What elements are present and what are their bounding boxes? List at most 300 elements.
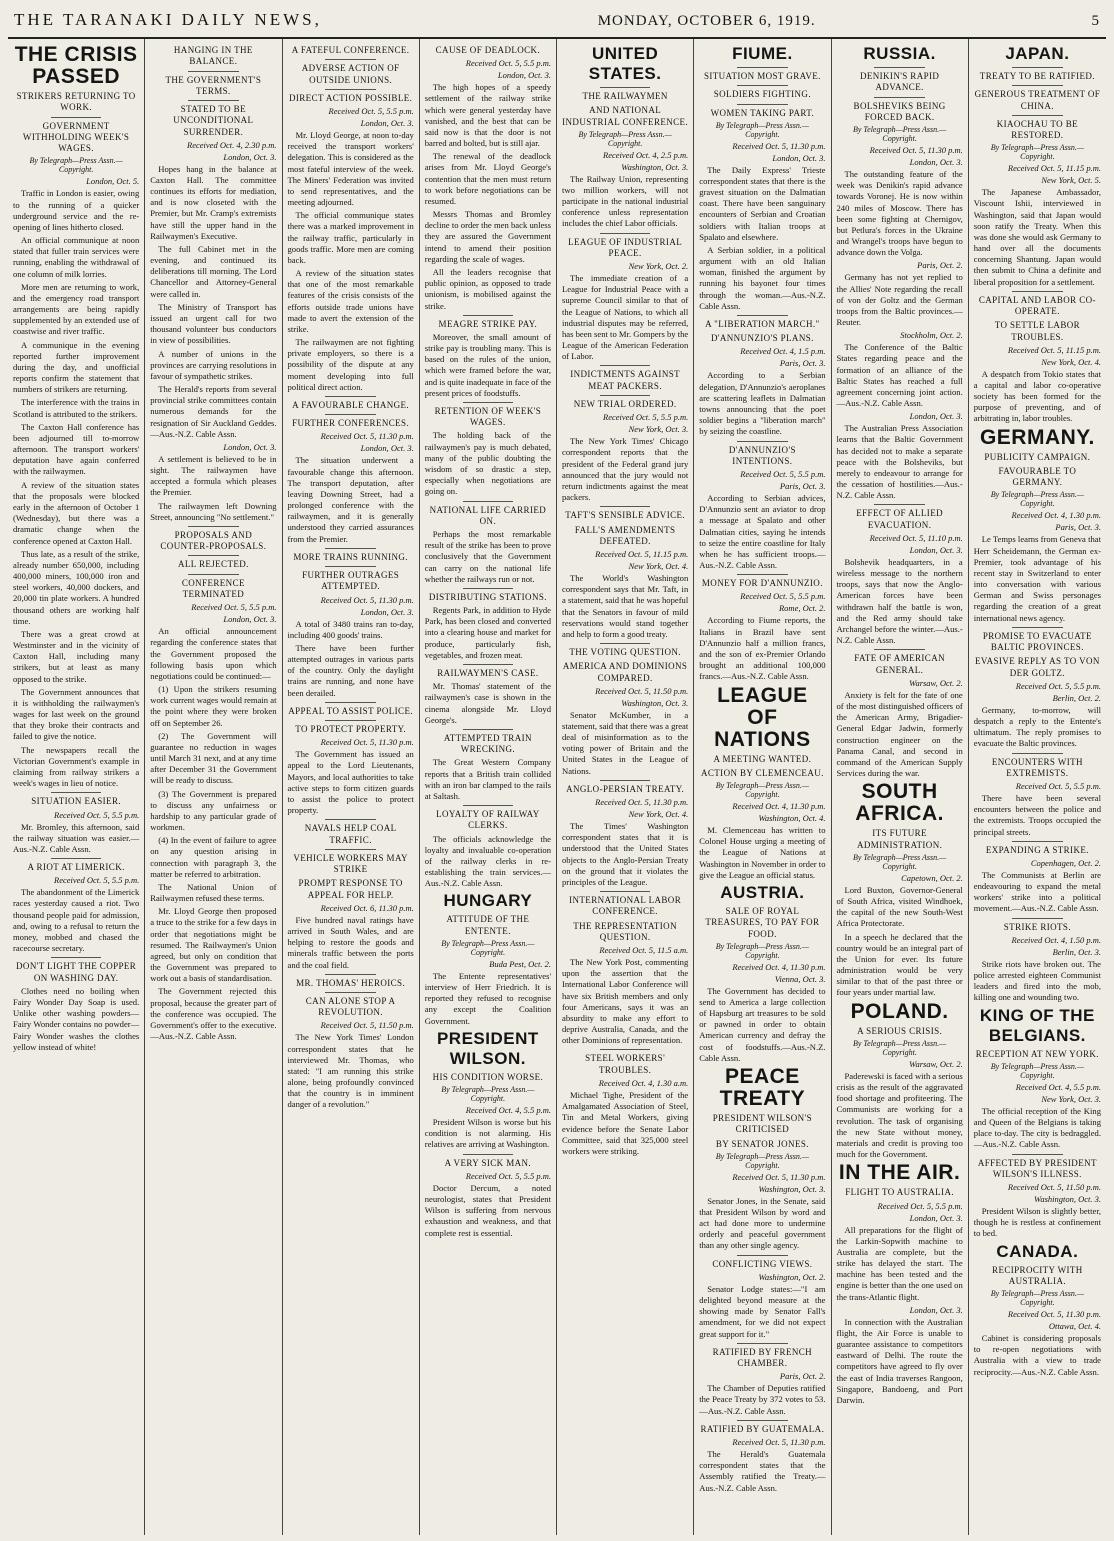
article-paragraph: Senator McKumber, in a statement, said that there was a great deal of misinformation as to the voting power of Britain and the United States in the League of Nations. <box>562 709 689 776</box>
dateline: Received Oct. 5, 5.5 p.m. <box>328 106 414 116</box>
article-paragraph: A review of the situation states that one of the most remarkable features of the crisis consists of the efforts outside trade unions have made to avert the extension of the strike. <box>287 268 414 334</box>
dateline: Received Oct. 5, 11.5 a.m. <box>599 945 689 956</box>
dateline: London, Oct. 3. <box>360 443 414 454</box>
rule-divider <box>463 729 514 730</box>
dateline: Berlin, Oct. 2. <box>1052 692 1101 703</box>
rule-divider <box>325 89 376 90</box>
article-paragraph: The World's Washington correspondent says that Mr. Taft, in a statement, said that he was hopeful that the Senators in favour of mild reservations would stand together and help to form a good treaty. <box>562 573 689 639</box>
subheading: ANGLO-PERSIAN TREATY. <box>566 783 685 794</box>
article-paragraph: Paderewski is faced with a serious crisis as the result of the aggravated food shortage and profiteering. The Communists are working for a revolution. The task of organising the new State without money, materials and credit is proving too much for the Government. <box>836 1070 963 1160</box>
dateline: Received Oct. 4, 1.30 a.m. <box>598 1077 689 1088</box>
dateline: Paris, Oct. 2. <box>779 1371 826 1382</box>
rule-divider <box>463 664 514 665</box>
rule-divider <box>737 1255 788 1256</box>
subheading: STRIKE RIOTS. <box>1003 921 1071 932</box>
article-paragraph: Regents Park, in addition to Hyde Park, has been closed and converted into a clearing house and market for produce, particularly fish, vegetables, and frozen meat. <box>424 605 551 660</box>
subheading: CONFERENCE TERMINATED <box>181 577 245 599</box>
rule-divider <box>463 402 514 403</box>
article-paragraph: A communique in the evening reported further improvement during the day, and unofficial reports confirm the statement that numbers of strikers are returning. <box>13 339 140 395</box>
dateline: Paris, Oct. 2. <box>917 260 963 271</box>
subheading: AMERICA AND DOMINIONS COMPARED. <box>562 661 688 683</box>
issue-date: MONDAY, OCTOBER 6, 1919. <box>597 13 816 29</box>
subheading: ACTION BY CLEMENCEAU. <box>700 767 824 778</box>
article-paragraph: The Communists at Berlin are endeavouring to expand the metal workers' strike into a political movement.—Aus.-N.Z. Cable Assn. <box>973 869 1101 914</box>
dateline: Received Oct. 4, 11.30 p.m. <box>732 801 826 812</box>
rule-divider <box>737 441 788 442</box>
article-paragraph: Germany has not yet replied to the Allies' Note regarding the recall of von der Goltz and the German troops from the Baltic provinces.—Reuter. <box>836 272 963 328</box>
subheading: BY SENATOR JONES. <box>715 1138 809 1149</box>
dateline: London, Oct. 3. <box>909 1212 963 1223</box>
dateline: Received Oct. 5, 11.10 p.m. <box>869 532 963 543</box>
article-paragraph: In a speech he declared that the country would be an integral part of the Union for ever. Its future administration would be very similar to that of the past three or four years under martial law. <box>836 931 963 998</box>
article-paragraph: The interference with the trains in Scotland is attributed to the strikers. <box>13 397 140 419</box>
article-paragraph: Mr. Lloyd George, at noon to-day received the transport workers' delegation. This is considered as the most fateful interview of the week. The Miners' Federation was invited to send representatives, and the meeting adjourned. <box>287 130 414 208</box>
article-paragraph: Bolshevik headquarters, in a wireless message to the northern troops, says that now the Anglo-American forces have been withdrawn half the battle is won, and the Red army should take Archangel before the winter.—Aus.-N.Z. Cable Assn. <box>836 556 963 646</box>
headline: SOUTH AFRICA. <box>855 780 944 826</box>
subheading: INDICTMENTS AGAINST MEAT PACKERS. <box>570 369 681 391</box>
dateline: Received Oct. 5, 5.5 p.m. <box>54 875 140 886</box>
dateline: Received Oct. 4, 5.5 p.m. <box>1015 1081 1101 1092</box>
rule-divider <box>325 849 376 850</box>
article-paragraph: Cabinet is considering proposals to re-open negotiations with Australia with a view to trade reciprocity.—Aus.-N.Z. Cable Assn. <box>973 1333 1101 1377</box>
rule-divider <box>1012 918 1063 919</box>
rule-divider <box>600 780 651 781</box>
rule-divider <box>600 506 651 507</box>
article-paragraph: Mr. Thomas' statement of the railwaymen's case is shown in the cinema alongside Mr. Lloyd George's. <box>424 681 551 725</box>
article-paragraph: The Daily Express' Trieste correspondent states that there is the gravest situation on the Dalmatian coast. There have been sanguinary encounters of Serbian and Croatian soldiers with Italian troops at Spalato and elsewhere. <box>699 164 826 242</box>
article-paragraph: Le Temps learns from Geneva that Herr Scheidemann, the German ex-Premier, took advantage of his recent stay in Switzerland to enter into conversation with various German and Swiss personages regarding the creation of a great international news agency. <box>973 534 1101 623</box>
columns <box>8 39 1106 1535</box>
dateline: Vienna, Oct. 3. <box>774 973 826 984</box>
subheading: HANGING IN THE BALANCE. <box>173 45 253 67</box>
dateline: Washington, Oct. 2. <box>758 1271 826 1282</box>
article-paragraph: An official announcement regarding the conference states that the Government proposed the following basis upon which negotiations could be continued:— <box>150 626 277 681</box>
subheading: FLIGHT TO AUSTRALIA. <box>845 1187 954 1198</box>
rule-divider <box>188 526 239 527</box>
subheading: RETENTION OF WEEK'S WAGES. <box>434 405 542 428</box>
rule-divider <box>600 891 651 892</box>
dateline: London, Oct. 3. <box>909 1304 963 1315</box>
headline: GERMANY. <box>979 425 1095 449</box>
newspaper-page <box>8 4 1106 1531</box>
copyright-line: By Telegraph—Press Assn.—Copyright. <box>990 1289 1084 1308</box>
dateline: Washington, Oct. 3. <box>1034 1194 1101 1205</box>
article-paragraph: The full Cabinet met in the evening, and continued its deliberations till morning. The Lord Chancellor and Attorney-General were called in. <box>150 243 277 299</box>
subheading: ATTITUDE OF THE ENTENTE. <box>446 914 530 936</box>
subheading: RECEPTION AT NEW YORK. <box>975 1048 1099 1059</box>
article-paragraph: Michael Tighe, President of the Amalgamated Association of Steel, Tin and Metal Workers, giving evidence before the Senate Labor Committee, said that 325,000 steel workers were striking. <box>562 1089 689 1156</box>
article-paragraph: Senator Lodge states:—"I am delighted beyond measure at the showing made by Senator Fall's amendment, for we did not expect great support for it." <box>699 1283 826 1339</box>
rule-divider <box>1012 291 1063 292</box>
headline: IN THE AIR. <box>838 1161 961 1185</box>
article-paragraph: Perhaps the most remarkable result of the strike has been to prove conclusively that the Government can carry on the national life whether the railways run or not. <box>424 529 551 584</box>
dateline: Received Oct. 6, 11.30 p.m. <box>320 902 414 913</box>
dateline: Received Oct. 5, 11.30 p.m. <box>595 797 689 808</box>
headline: POLAND. <box>850 999 949 1023</box>
article-paragraph: An official communique at noon stated that fuller train services were running, enabling the withdrawal of one column of milk lorries. <box>13 235 140 279</box>
dateline: Received Oct. 5, 5.5 p.m. <box>54 809 140 820</box>
dateline: Capetown, Oct. 2. <box>901 872 963 883</box>
article-paragraph: The Government has issued an appeal to the Lord Lieutenants, Mayors, and local authorities to take active steps to form citizen guards to assist the police to protect property. <box>287 749 414 816</box>
article-paragraph: Doctor Dercum, a noted neurologist, states that President Wilson is suffering from nervous exhaustion and weakness, and that complete rest is essential. <box>424 1182 551 1238</box>
subheading: EFFECT OF ALLIED EVACUATION. <box>856 508 943 530</box>
subheading: PROPOSALS AND COUNTER-PROPOSALS. <box>160 529 267 552</box>
dateline: Received Oct. 5, 11.15 p.m. <box>595 549 689 560</box>
subheading: A FAVOURABLE CHANGE. <box>292 399 410 410</box>
rule-divider <box>188 574 239 575</box>
subheading: MONEY FOR D'ANNUNZIO. <box>701 578 823 589</box>
article-paragraph: (3) The Government is prepared to discuss any unfairness or hardship to any particular grade of workmen. <box>150 788 277 833</box>
subheading: ENCOUNTERS WITH EXTREMISTS. <box>991 756 1083 778</box>
article-paragraph: Moreover, the small amount of strike pay is troubling many. This is based on the rules of the union, which were framed before the war, and is quite inadequate in face of the present prices of foodstuffs. <box>424 331 551 398</box>
dateline: Paris, Oct. 3. <box>779 481 826 492</box>
headline: UNITED STATES. <box>588 44 662 83</box>
dateline: Received Oct. 5, 5.5 p.m. <box>191 602 277 613</box>
article-paragraph: The Times' Washington correspondent states that it is understood that the United States objects to the Anglo-Persian Treaty on the ground that it violates the principles of the League. <box>562 821 689 887</box>
dateline: Copenhagen, Oct. 2. <box>1030 857 1101 868</box>
rule-divider <box>325 414 376 415</box>
rule-divider <box>325 992 376 993</box>
rule-divider <box>737 315 788 316</box>
subheading: CONFLICTING VIEWS. <box>712 1258 813 1269</box>
dateline: Received Oct. 5, 11.50 p.m. <box>595 685 689 696</box>
article-paragraph: Five hundred naval ratings have arrived in South Wales, and are helping to restore the goods and minerals traffic between the ports and the coal field. <box>287 914 414 970</box>
article-paragraph: The renewal of the deadlock arises from Mr. Lloyd George's contention that the men must return to work before negotiations can be resumed. <box>424 151 551 206</box>
subheading: D'ANNUNZIO'S INTENTIONS. <box>728 444 796 466</box>
copyright-line: By Telegraph—Press Assn.—Copyright. <box>715 120 809 139</box>
article-paragraph: In connection with the Australian flight, the Air Force is unable to guarantee assistance to competitors eastward of Delhi. The route the competitors have agreed to fly over the east of India traverses Rangoon, Singapore, Bandoeng, and Port Darwin. <box>836 1316 963 1405</box>
subheading: KIAOCHAU TO BE RESTORED. <box>996 118 1079 140</box>
rule-divider <box>600 395 651 396</box>
headline: KING OF THE BELGIANS. <box>979 1005 1095 1045</box>
headline: PRESIDENT WILSON. <box>436 1028 539 1068</box>
article-paragraph: All the leaders recognise that public opinion, as opposed to trade unionism, is mobilised against the strike. <box>424 267 551 311</box>
subheading: THE VOTING QUESTION. <box>569 647 681 658</box>
dateline: Received Oct. 5, 5.5 p.m. <box>465 58 551 69</box>
dateline: Received Oct. 4, 1.50 p.m. <box>1011 934 1101 945</box>
article-paragraph: The high hopes of a speedy settlement of the railway strike which were general yesterday have vanished, and the best that can be said now is that the door is not barred and bolted, but is still ajar. <box>424 82 551 149</box>
subheading: A RIOT AT LIMERICK. <box>27 862 125 873</box>
article-paragraph: President Wilson is worse but his condition is not alarming. His relatives are arriving at Washington. <box>424 1117 551 1150</box>
subheading: THE GOVERNMENT'S TERMS. <box>165 74 262 96</box>
subheading: PUBLICITY CAMPAIGN. <box>984 451 1091 462</box>
headline: AUSTRIA. <box>720 883 805 902</box>
subheading: A FATEFUL CONFERENCE. <box>291 45 410 55</box>
subheading: PROMPT RESPONSE TO APPEAL FOR HELP. <box>298 878 403 900</box>
page-number: 5 <box>1091 13 1100 29</box>
dateline: New York, Oct. 4. <box>628 809 689 820</box>
article-paragraph: Hopes hang in the balance at Caxton Hall. The committee continues its efforts for mediation, and is now closeted with the Premier, but Mr. Cramp's extremists have still the upper hand in the Railwaymen's Executive. <box>150 163 277 241</box>
article-paragraph: According to a Serbian delegation, D'Annunzio's aeroplanes are scattering leaflets in Dalmatian towns announcing that the poet soldier begins a "liberation march" by seizing the coastline. <box>699 370 826 437</box>
rule-divider <box>51 957 102 958</box>
subheading: BOLSHEVIKS BEING FORCED BACK. <box>853 100 946 122</box>
article-paragraph: Senator Jones, in the Senate, said that President Wilson by word and act had done more to undermine orderly and peaceful government than any other single agency. <box>699 1195 826 1251</box>
subheading: D'ANNUNZIO'S PLANS. <box>710 333 814 344</box>
subheading: RAILWAYMEN'S CASE. <box>437 667 539 678</box>
copyright-line: By Telegraph—Press Assn.—Copyright. <box>29 156 123 175</box>
rule-divider <box>325 720 376 721</box>
dateline: Received Oct. 5, 5.5 p.m. <box>877 1200 963 1211</box>
article-paragraph: (1) Upon the strikers resuming work current wages would remain at the point where they were broken off on September 26. <box>150 684 277 728</box>
dateline: Rome, Oct. 2. <box>778 603 826 614</box>
subheading: ADVERSE ACTION OF OUTSIDE UNIONS. <box>301 63 400 85</box>
subheading: A "LIBERATION MARCH." <box>705 318 820 329</box>
article-paragraph: Strike riots have broken out. The police arrested eighteen Communist leaders and fired into the mob, killing one and wounding two. <box>973 958 1101 1003</box>
dateline: Received Oct. 4, 5.5 p.m. <box>465 1105 551 1116</box>
rule-divider <box>600 365 651 366</box>
rule-divider <box>1012 115 1063 116</box>
rule-divider <box>51 117 102 118</box>
article-paragraph: The Herald's reports from several provincial strike committees contain numerous demands for the resignation of Sir Auckland Geddes.—Aus.-N.Z. Cable Assn. <box>150 384 277 439</box>
dateline: Received Oct. 5, 11.15 p.m. <box>1007 344 1101 355</box>
subheading: FURTHER CONFERENCES. <box>292 418 410 429</box>
copyright-line: By Telegraph—Press Assn.—Copyright. <box>990 1061 1084 1080</box>
subheading: NEW TRIAL ORDERED. <box>573 398 677 409</box>
article-paragraph: Lord Buxton, Governor-General of South Africa, visited Windhoek, the capital of the new South-West Africa Protectorate. <box>836 884 963 929</box>
subheading: A MEETING WANTED. <box>713 753 812 764</box>
article-paragraph: According to Serbian advices, D'Annunzio sent an aviator to drop a message at Spalato and other Dalmatian cities, saying he intends to seize the entire coastline for Italy when he has sufficient troops.—Aus.-N.Z. Cable Assn. <box>699 493 826 571</box>
subheading: CAUSE OF DEADLOCK. <box>435 45 541 55</box>
article-paragraph: The immediate creation of a League for Industrial Peace with a supreme Council similar to that of the League of Nations, to which all industrial disputes may be referred, has been sent to Mr. Gompers by the League of the American Federation of Labor. <box>562 273 689 362</box>
article-paragraph: The Railway Union, representing two million workers, will not participate in the national industrial conference unless representation includes the chief Labor officials. <box>562 173 689 229</box>
rule-divider <box>51 858 102 859</box>
subheading: A SERIOUS CRISIS. <box>857 1025 943 1036</box>
subheading: STATED TO BE UNCONDITIONAL SURRENDER. <box>173 104 254 137</box>
subheading: ITS FUTURE ADMINISTRATION. <box>857 828 943 850</box>
subheading: STRIKERS RETURNING TO WORK. <box>16 91 136 113</box>
subheading: STEEL WORKERS' TROUBLES. <box>585 1053 666 1075</box>
subheading: FAVOURABLE TO GERMANY. <box>998 465 1077 488</box>
article-paragraph: The official communique states there was a marked improvement in the railway traffic, particularly in goods traffic. More men are coming back. <box>287 210 414 265</box>
copyright-line: By Telegraph—Press Assn.—Copyright. <box>578 129 672 148</box>
rule-divider <box>874 504 925 505</box>
rule-divider <box>874 67 925 68</box>
dateline: Warsaw, Oct. 2. <box>909 1058 963 1069</box>
copyright-line: By Telegraph—Press Assn.—Copyright. <box>990 143 1084 162</box>
dateline: London, Oct. 3. <box>909 411 963 422</box>
rule-divider <box>1012 841 1063 842</box>
copyright-line: By Telegraph—Press Assn.—Copyright. <box>441 938 535 957</box>
rule-divider <box>737 104 788 105</box>
subheading: AND NATIONAL INDUSTRIAL CONFERENCE. <box>562 105 689 127</box>
rule-divider <box>737 85 788 86</box>
rule-divider <box>188 71 239 72</box>
dateline: Received Oct. 4, 2.30 p.m. <box>187 139 277 150</box>
article-paragraph: The Government rejected this proposal, because the greater part of the conference was occupied. The Government's offer to the executive.—Aus.-N.Z. Cable Assn. <box>150 986 277 1042</box>
subheading: MEAGRE STRIKE PAY. <box>438 318 538 329</box>
article-paragraph: The New York Post, commenting upon the assertion that the International Labor Conference will have six British members and only four Americans, says it was an absurdity to make any effort to deprive Australia, Canada, and the other Dominions of representation. <box>562 957 689 1046</box>
rule-divider <box>325 566 376 567</box>
dateline: Received Oct. 5, 11.30 p.m. <box>320 737 414 748</box>
article-paragraph: The Entente representatives' interview of Herr Friedrich. It is reported they refused to recognise any except the Coalition Government. <box>424 970 551 1026</box>
dateline: New York, Oct. 3. <box>1041 1093 1101 1104</box>
dateline: Received Oct. 5, 11.30 p.m. <box>320 594 414 605</box>
dateline: Washington, Oct. 3. <box>758 1183 826 1194</box>
dateline: Received Oct. 4, 1.5 p.m. <box>740 346 826 357</box>
dateline: London, Oct. 3. <box>360 606 414 617</box>
rule-divider <box>737 1343 788 1344</box>
rule-divider <box>51 792 102 793</box>
article-paragraph: According to Fiume reports, the Italians in Brazil have sent D'Annunzio half a million francs, and the son of ex-Premier Orlando brought an additional 100,000 francs.—Aus.-N.Z. Cable Assn. <box>699 615 826 682</box>
dateline: London, Oct. 3. <box>909 544 963 555</box>
column-8 <box>969 39 1106 1535</box>
dateline: Received Oct. 5, 5.5 p.m. <box>603 412 689 423</box>
rule-divider <box>600 1049 651 1050</box>
dateline: Received Oct. 5, 11.30 p.m. <box>869 145 963 155</box>
rule-divider <box>1012 753 1063 754</box>
rule-divider <box>325 59 376 60</box>
article-paragraph: The New York Times' London correspondent states that he interviewed Mr. Thomas, who stated: "I am running this strike alone, being profoundly convinced that the country is in imminent danger of a revolution." <box>287 1032 414 1110</box>
headline: FIUME. <box>732 44 793 63</box>
article-paragraph: The New York Times' Chicago correspondent reports that the president of the Federal grand jury announced that the jury would not return indictments against the meat packers. <box>562 436 689 503</box>
dateline: Received Oct. 5, 11.30 p.m. <box>1007 1309 1101 1320</box>
rule-divider <box>600 233 651 234</box>
subheading: THE RAILWAYMEN <box>582 91 668 101</box>
article-paragraph: All preparations for the flight of the Larkin-Sopwith machine to Australia are complete, but the strike has delayed the start. The machine has been tested and the engine is better than the one used on the trans-Atlantic flight. <box>836 1224 963 1302</box>
article-paragraph: Germany, to-morrow, will despatch a reply to the Entente's ultimatum. The reply promises to evacuate the Baltic provinces. <box>973 704 1101 749</box>
subheading: DISTRIBUTING STATIONS. <box>428 591 547 602</box>
dateline: Paris, Oct. 3. <box>779 358 826 369</box>
subheading: RATIFIED BY FRENCH CHAMBER. <box>712 1346 813 1369</box>
rule-divider <box>325 396 376 397</box>
article-paragraph: (2) The Government will guarantee no reduction in wages until March 31 next, and at any time after December 31 the Government will be ready to discuss. <box>150 730 277 786</box>
dateline: Received Oct. 5, 5.5 p.m. <box>1015 680 1101 691</box>
article-paragraph: A review of the situation states that the proposals were blocked early in the afternoon of October 1 (Wednesday), but there was a dramatic change when the conference opened at Caxton Hall. <box>13 479 140 546</box>
article-paragraph: Mr. Bromley, this afternoon, said the railway situation was easier.—Aus.-N.Z. Cable Assn. <box>13 821 140 854</box>
subheading: DENIKIN'S RAPID ADVANCE. <box>859 71 940 93</box>
masthead <box>8 4 1106 39</box>
rule-divider <box>188 555 239 556</box>
rule-divider <box>463 501 514 502</box>
rule-divider <box>1012 1154 1063 1155</box>
article-paragraph: More men are returning to work, and the emergency road transport arrangements are being rapidly supplemented by an extended use of coastwise and river traffic. <box>13 281 140 337</box>
article-paragraph: (4) In the event of failure to agree on any question arising in connection with paragraph 3, the matter be referred to arbitration. <box>150 835 277 879</box>
dateline: Received Oct. 4, 2.5 p.m. <box>603 149 689 160</box>
subheading: MORE TRAINS RUNNING. <box>293 551 408 562</box>
headline: RUSSIA. <box>863 44 936 63</box>
column-1 <box>8 39 145 1535</box>
dateline: Received Oct. 5, 5.5 p.m. <box>465 1170 551 1181</box>
subheading: CAPITAL AND LABOR CO-OPERATE. <box>978 294 1096 317</box>
article-paragraph: The Australian Press Association learns that the Baltic Government has decided not to make a separate peace with the Bolsheviks, but merely to endeavour to arrange for the cessation of hostilities.—Aus.-N.Z. Cable Assn. <box>836 423 963 501</box>
dateline: London, Oct. 3. <box>497 70 551 81</box>
article-paragraph: The Conference of the Baltic States regarding peace and the formation of an alliance of the Baltic States has reached a full agreement concerning joint action.—Aus.-N.Z. Cable Assn. <box>836 342 963 409</box>
rule-divider <box>737 574 788 575</box>
subheading: RATIFIED BY GUATEMALA. <box>700 1423 825 1434</box>
article-paragraph: Traffic in London is easier, owing to the running of a quicker underground service and the re-opening of lines hitherto closed. <box>13 188 140 232</box>
copyright-line: By Telegraph—Press Assn.—Copyright. <box>852 852 947 871</box>
subheading: PROMISE TO EVACUATE BALTIC PROVINCES. <box>982 630 1092 653</box>
subheading: AFFECTED BY PRESIDENT WILSON'S ILLNESS. <box>977 1157 1097 1179</box>
article-paragraph: Anxiety is felt for the fate of one of the most distinguished officers of the American Army, Brigadier-General Edgar Jadwin, formerly construction engineer on the Panama Canal, and second in command of the American Supply Services during the war. <box>836 689 963 779</box>
dateline: London, Oct. 5. <box>86 176 140 187</box>
dateline: Warsaw, Oct. 2. <box>909 677 963 688</box>
article-paragraph: The official reception of the King and Queen of the Belgians is taking place to-day. The city is bedraggled.—Aus.-N.Z. Cable Assn. <box>973 1105 1101 1150</box>
article-paragraph: A despatch from Tokio states that a capital and labor co-operative society has been formed for the purpose of preventing, and of arbitrating in, labor troubles. <box>973 368 1101 424</box>
dateline: New York, Oct. 2. <box>628 261 689 272</box>
headline: LEAGUE OF NATIONS <box>714 683 811 751</box>
rule-divider <box>600 87 651 88</box>
article-paragraph: The Chamber of Deputies ratified the Peace Treaty by 372 votes to 53.—Aus.-N.Z. Cable Assn. <box>699 1383 826 1416</box>
subheading: DON'T LIGHT THE COPPER ON WASHING DAY. <box>16 961 137 983</box>
dateline: New York, Oct. 4. <box>1041 356 1101 367</box>
article-paragraph: A total of 3480 trains ran to-day, including 400 goods' trains. <box>287 618 414 640</box>
dateline: New York, Oct. 4. <box>628 561 689 572</box>
article-paragraph: Thus late, as a result of the strike, already number 650,000, including 400,000 miners, 100,000 iron and steel workers, 40,000 dockers, and 20,000 tin plate workers. A hundred thousand others are working half time. <box>13 548 140 626</box>
subheading: PRESIDENT WILSON'S CRITICISED <box>712 1113 812 1135</box>
subheading: RECIPROCITY WITH AUSTRALIA. <box>992 1264 1083 1286</box>
article-paragraph: The railwaymen left Downing Street, announcing "No settlement." <box>150 500 277 522</box>
dateline: New York, Oct. 5. <box>1041 175 1101 186</box>
subheading: GOVERNMENT WITHHOLDING WEEK'S WAGES. <box>22 120 130 154</box>
paper-title: THE TARANAKI DAILY NEWS, <box>14 10 322 29</box>
article-paragraph: There have been several encounters between the police and the extremists. Troops occupied the principal streets. <box>973 793 1101 837</box>
rule-divider <box>325 702 376 703</box>
article-paragraph: President Wilson is slightly better, though he is restless at confinement to bed. <box>973 1206 1101 1239</box>
dateline: Received Oct. 4, 11.30 p.m. <box>732 961 826 972</box>
rule-divider <box>1012 627 1063 628</box>
subheading: TO PROTECT PROPERTY. <box>295 724 406 735</box>
subheading: TO SETTLE LABOR TROUBLES. <box>994 320 1081 342</box>
headline: HUNGARY <box>443 891 533 911</box>
rule-divider <box>737 67 788 68</box>
article-paragraph: The Japanese Ambassador, Viscount Ishii, interviewed in Washington, said that Japan would soon ratify the Treaty. When this was done she would ask Germany to hand over all the documents concerning Shantung. Japan would then submit to China a definite and liberal proposition for a settlement. <box>973 187 1101 287</box>
headline: JAPAN. <box>1005 44 1070 63</box>
article-paragraph: The Great Western Company reports that a British train collided with an iron bar clamped to the rails at Saltash. <box>424 757 551 801</box>
dateline: New York, Oct. 3. <box>628 424 689 435</box>
subheading: VEHICLE WORKERS MAY STRIKE <box>293 852 408 875</box>
dateline: Received Oct. 5, 5.5 p.m. <box>1015 781 1101 792</box>
rule-divider <box>463 805 514 806</box>
subheading: SOLDIERS FIGHTING. <box>713 89 811 100</box>
dateline: Received Oct. 5, 11.30 p.m. <box>732 1437 826 1448</box>
rule-divider <box>874 97 925 98</box>
dateline: Washington, Oct. 4. <box>758 813 826 824</box>
headline: CANADA. <box>996 1241 1079 1261</box>
subheading: MR. THOMAS' HEROICS. <box>296 977 406 988</box>
article-paragraph: A number of unions in the provinces are carrying resolutions in favour of sympathetic strikes. <box>150 348 277 381</box>
dateline: London, Oct. 3. <box>223 614 277 625</box>
dateline: Received Oct. 5, 11.30 p.m. <box>320 431 414 442</box>
article-paragraph: There have been further attempted outrages in various parts of the country. Only the daylight trains are running, and none have been derailed. <box>287 642 414 698</box>
subheading: NAVALS HELP COAL TRAFFIC. <box>304 823 397 845</box>
article-paragraph: The Herald's Guatemala correspondent states that the Assembly ratified the Treaty.—Aus.-N.Z. Cable Assn. <box>699 1449 826 1493</box>
column-3 <box>283 39 420 1535</box>
article-paragraph: The Government announces that it is withholding the railwaymen's wages for last week on the ground that they broke their contracts and failed to give the notice. <box>13 686 140 742</box>
subheading: LEAGUE OF INDUSTRIAL PEACE. <box>568 236 683 258</box>
article-paragraph: The railwaymen are not fighting private employers, so there is a possibility of the dispute at any moment developing into full political direct action. <box>287 337 414 392</box>
dateline: London, Oct. 3. <box>223 441 277 452</box>
copyright-line: By Telegraph—Press Assn.—Copyright. <box>715 941 809 960</box>
article-paragraph: The situation underwent a favourable change this afternoon. The transport deputation, after leaving Downing Street, had a prolonged conference with the railwaymen, and it is generally understood they carried assurances from the Premier. <box>287 455 414 544</box>
column-6 <box>694 39 831 1535</box>
dateline: Washington, Oct. 3. <box>621 697 689 708</box>
dateline: Buda Pest, Oct. 2. <box>489 958 551 969</box>
headline: PEACE TREATY <box>719 1064 806 1110</box>
rule-divider <box>874 649 925 650</box>
subheading: ALL REJECTED. <box>177 559 249 570</box>
dateline: Received Oct. 5, 11.30 p.m. <box>732 140 826 151</box>
subheading: GENEROUS TREATMENT OF CHINA. <box>974 89 1101 111</box>
article-paragraph: A Serbian soldier, in a political argument with an old Italian woman, finished the argument by running his bayonet four times through the woman.—Aus.-N.Z. Cable Assn. <box>699 244 826 311</box>
dateline: Paris, Oct. 3. <box>1055 522 1101 533</box>
headline: THE CRISIS PASSED <box>14 43 138 89</box>
subheading: EVASIVE REPLY AS TO VON DER GOLTZ. <box>974 656 1100 678</box>
article-paragraph: The outstanding feature of the week was Denikin's rapid advance towards Voronej. He is now within 240 miles of Moscow. There has been some fighting at Chernigov, but Petlura's forces in the Ukraine and Wrangel's troops have begun to advance down the Volga. <box>836 169 963 258</box>
article-paragraph: The Caxton Hall conference has been adjourned till to-morrow afternoon. The transport workers' deputation have again conferred with the railwaymen. <box>13 421 140 477</box>
dateline: Received Oct. 5, 11.30 p.m. <box>732 1171 826 1182</box>
article-paragraph: The officials acknowledge the loyalty and invaluable co-operation of the railway clerks in re-establishing the train services.—Aus.-N.Z. Cable Assn. <box>424 833 551 889</box>
